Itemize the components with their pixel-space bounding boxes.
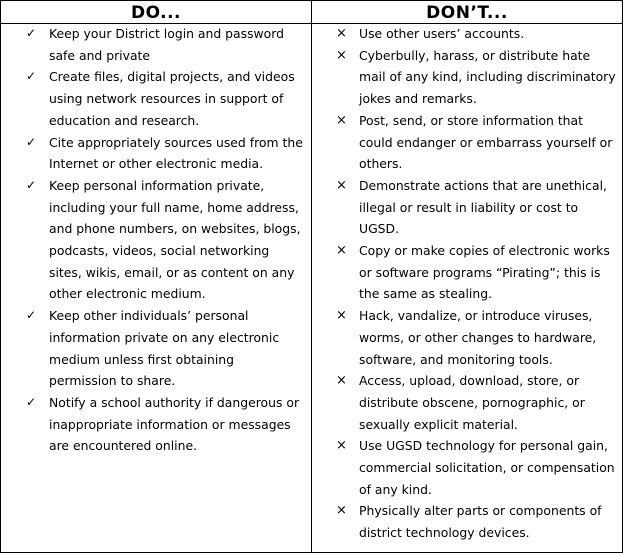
dont-item-text: Hack, vandalize, or introduce viruses, worms, or other changes to hardware, software, and monitoring tools. (359, 308, 597, 367)
dont-item (312, 500, 622, 543)
checkmark-icon: ✓ (26, 177, 37, 192)
dont-header: DON’T... (426, 3, 508, 23)
do-header: DO... (130, 3, 182, 23)
checkmark-icon: ✓ (26, 69, 37, 84)
cross-icon: × (336, 308, 347, 324)
do-item (1, 132, 311, 175)
dont-item (312, 435, 622, 500)
do-item-text: Notify a school authority if dangerous or inappropriate information or messages are encountered online. (49, 394, 300, 454)
dont-item (312, 240, 622, 305)
cross-icon: × (336, 438, 347, 454)
dont-item (312, 110, 622, 175)
do-list (1, 23, 311, 457)
do-item-text: Create files, digital projects, and videos using network resources in support of education and research. (49, 69, 295, 128)
dont-list (312, 23, 622, 544)
do-item (1, 175, 311, 305)
do-item-text: Keep your District login and password safe and private (49, 26, 284, 63)
dont-item-text: Demonstrate actions that are unethical, illegal or result in liability or cost to UGSD. (359, 177, 607, 237)
cross-icon: × (336, 503, 347, 519)
cross-icon: × (336, 243, 347, 259)
dont-item-text: Post, send, or store information that could endanger or embarrass yourself or others. (359, 112, 613, 172)
checkmark-icon: ✓ (26, 394, 37, 409)
dont-item (312, 305, 622, 370)
checkmark-icon: ✓ (26, 134, 37, 149)
do-item (1, 392, 311, 457)
dont-item (312, 370, 622, 435)
checkmark-icon: ✓ (26, 26, 37, 40)
do-item (1, 23, 311, 66)
dont-item-text: Access, upload, download, store, or distribute obscene, pornographic, or sexually explicit material. (359, 373, 585, 432)
do-item-text: Keep personal information private, including your full name, home address, and phone numbers, on websites, blogs, podcasts, videos, social networking sites, wikis, email, or as content on any other electronic medium. (49, 177, 301, 302)
cross-icon: × (336, 47, 347, 63)
cross-icon: × (336, 112, 347, 128)
do-item-text: Keep other individuals’ personal information private on any electronic medium unless first obtaining permission to share. (49, 308, 280, 389)
dont-item (312, 175, 622, 240)
do-item (1, 66, 311, 131)
do-item (1, 305, 311, 392)
dont-item-text: Use other users’ accounts. (359, 26, 525, 41)
dont-item-text: Cyberbully, harass, or distribute hate mail of any kind, including discriminatory jokes and remarks. (359, 47, 616, 107)
cross-icon: × (336, 177, 347, 193)
dont-item-text: Copy or make copies of electronic works or software programs “Pirating”; this is the same as stealing. (359, 243, 610, 302)
dont-item (312, 45, 622, 110)
dont-item-text: Physically alter parts or components of district technology devices. (359, 503, 602, 541)
cross-icon: × (336, 26, 347, 41)
cross-icon: × (336, 373, 347, 389)
checkmark-icon: ✓ (26, 308, 37, 323)
dont-item (312, 23, 622, 45)
do-item-text: Cite appropriately sources used from the Internet or other electronic media. (49, 134, 303, 172)
dont-item-text: Use UGSD technology for personal gain, commercial solicitation, or compensation of any kind. (359, 438, 615, 497)
